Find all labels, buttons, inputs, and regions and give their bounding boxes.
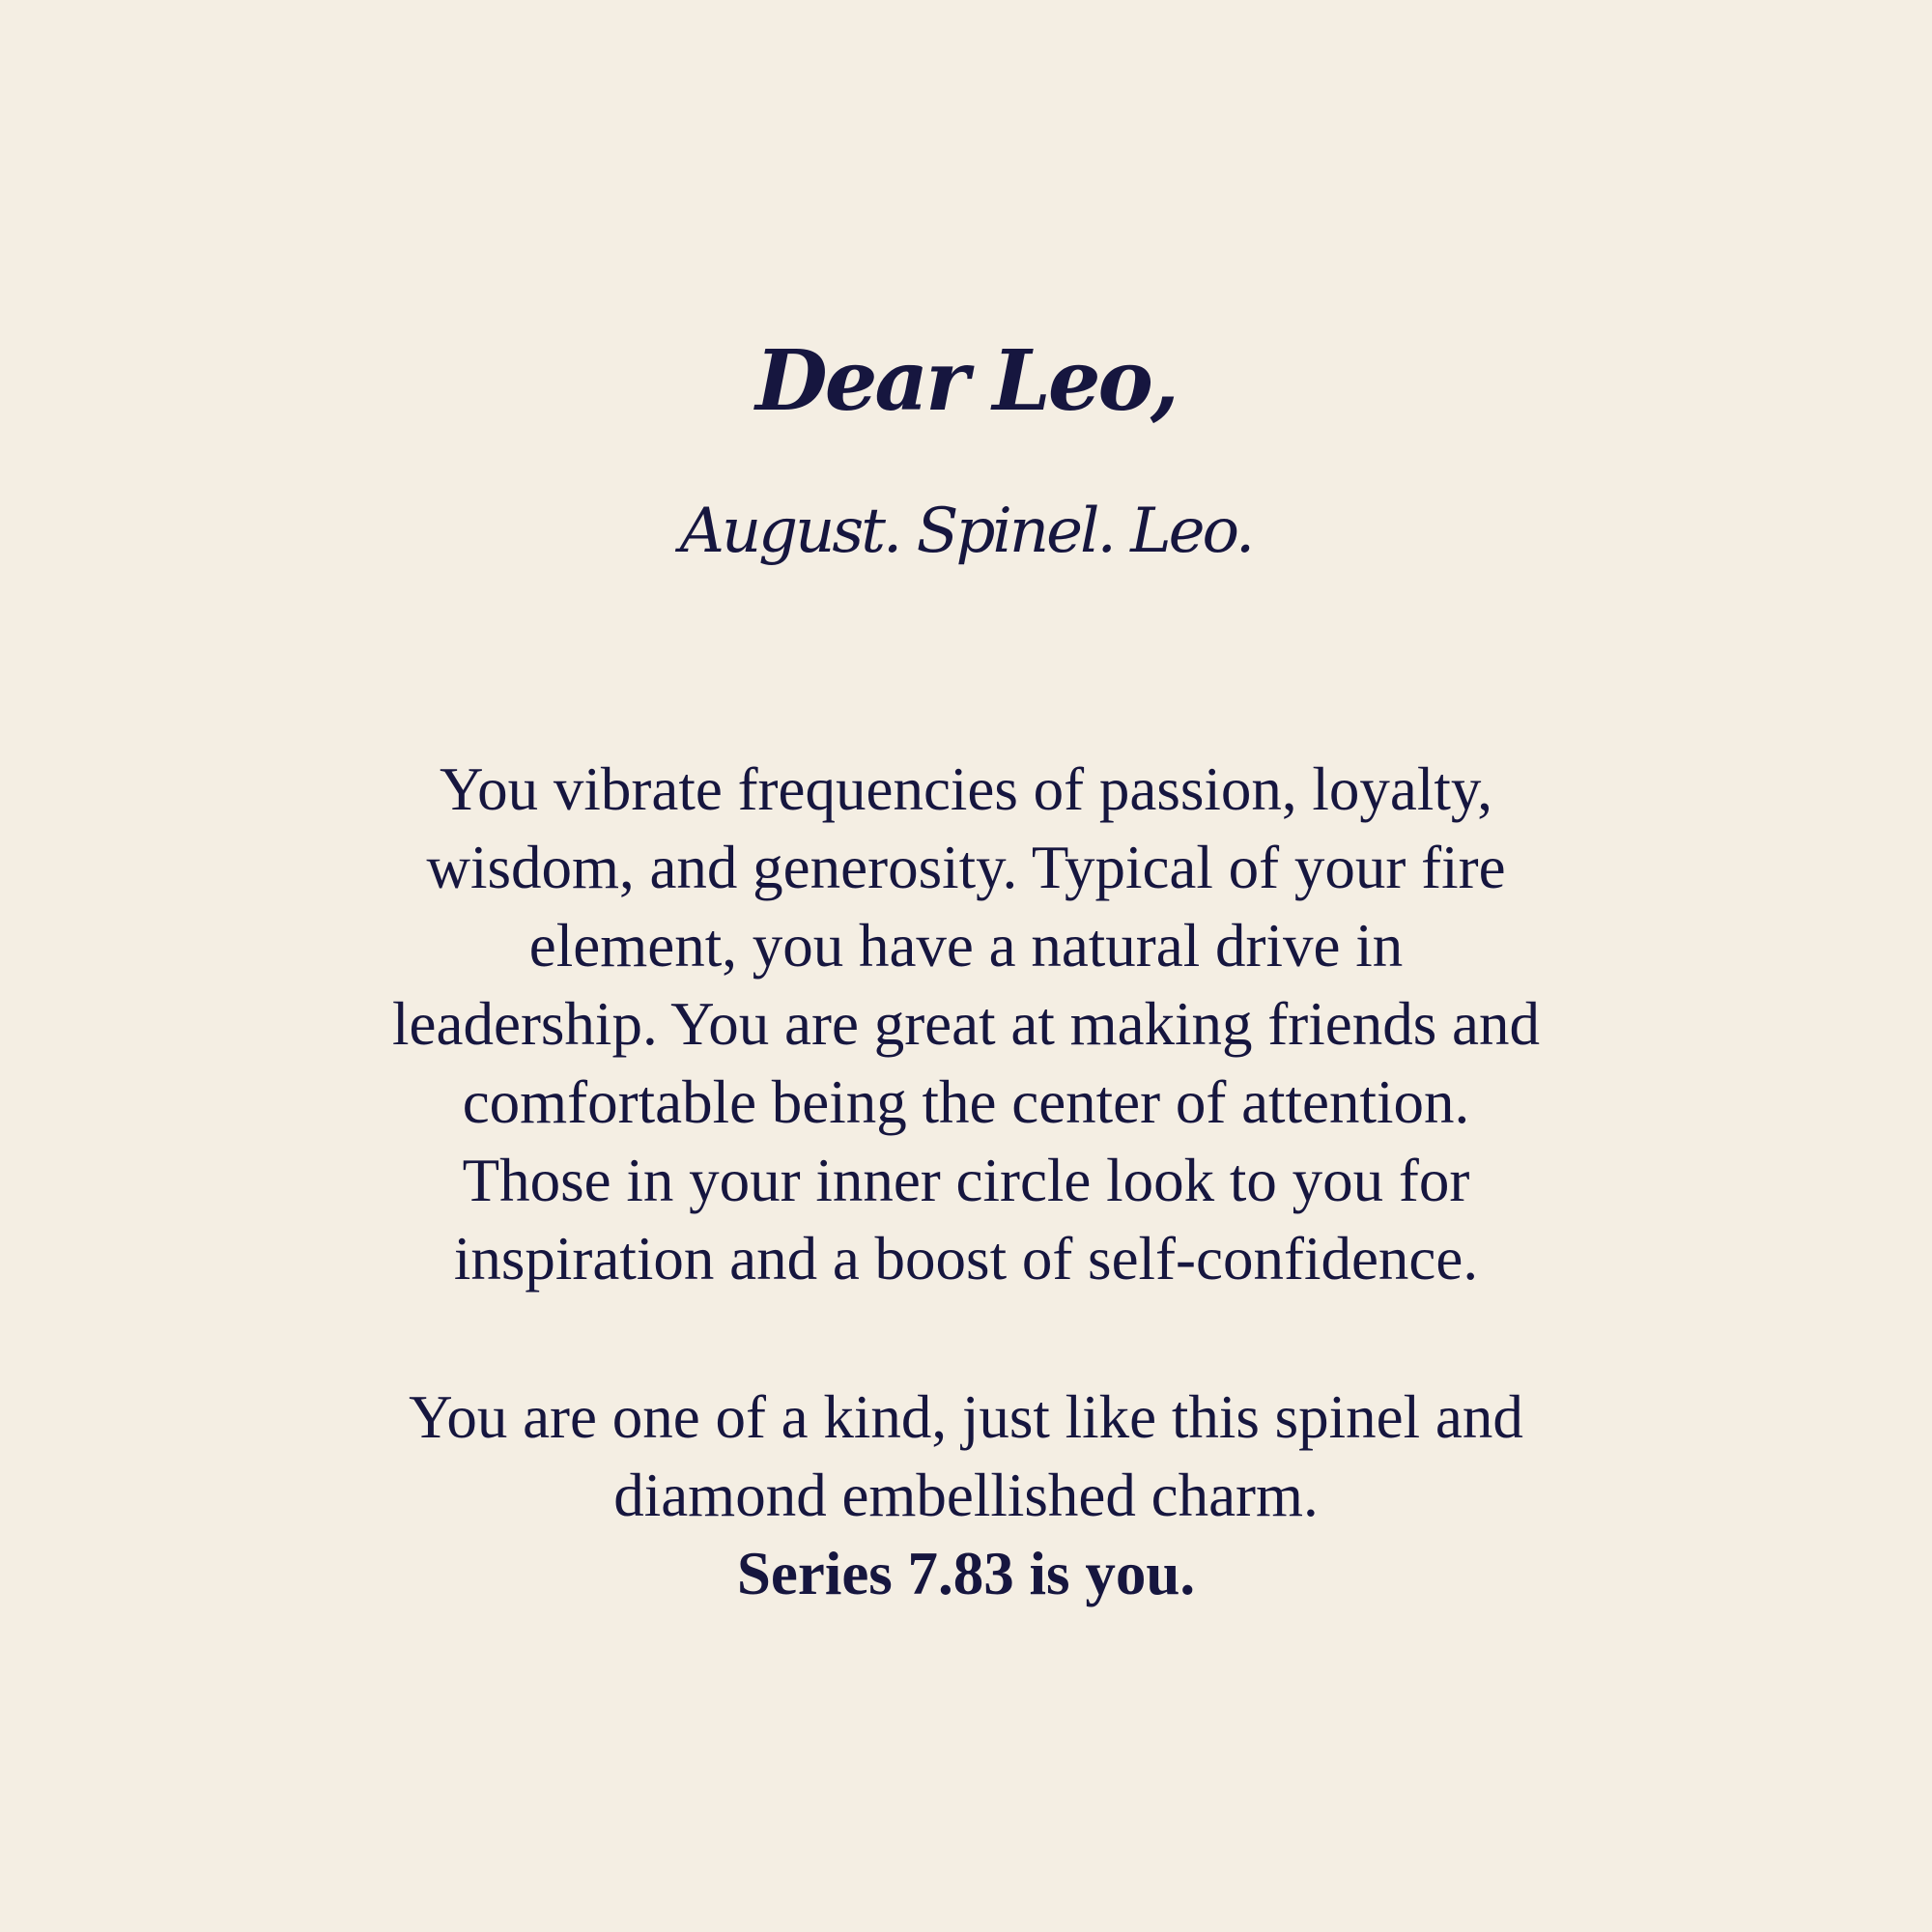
greeting-heading: Dear Leo,: [755, 332, 1177, 430]
body-paragraph-2: [0, 1378, 1932, 1613]
body-line: You vibrate frequencies of passion, loyalty,: [439, 755, 1493, 823]
body-line: You are one of a kind, just like this spinel and: [409, 1383, 1523, 1451]
body-paragraph-1: [0, 751, 1932, 1298]
body-line: wisdom, and generosity. Typical of your fire: [426, 834, 1506, 901]
body-line: diamond embellished charm.: [613, 1462, 1319, 1529]
body-line: element, you have a natural drive in: [528, 912, 1404, 980]
body-line: Those in your inner circle look to you for: [462, 1147, 1470, 1214]
body-line: inspiration and a boost of self-confidence.: [453, 1225, 1479, 1293]
body-line: leadership. You are great at making friends and: [392, 990, 1540, 1058]
closing-statement: Series 7.83 is you.: [736, 1540, 1196, 1607]
body-line: comfortable being the center of attention.: [462, 1068, 1470, 1136]
subtitle: August. Spinel. Leo.: [679, 496, 1253, 567]
